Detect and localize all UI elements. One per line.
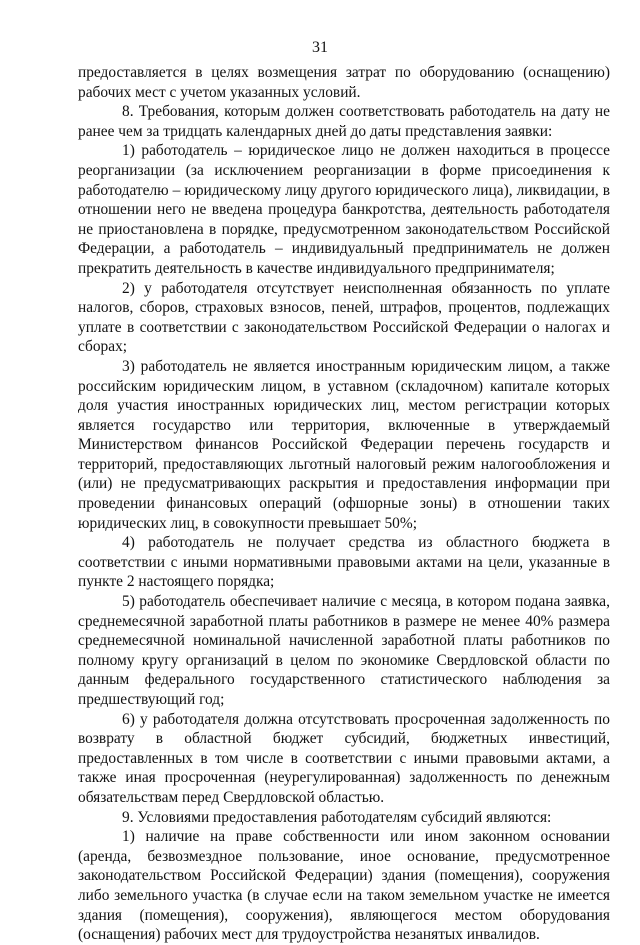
paragraph-continuation: предоставляется в целях возмещения затрат по оборудованию (оснащению) рабочих мест с учетом указанных условий. <box>78 64 610 101</box>
paragraph-section-8-item-5: 5) работодатель обеспечивает наличие с месяца, в котором подана заявка, среднемесячной заработной платы работников в размере не менее 40% размера среднемесячной номинальной начисленной заработной платы работников по полному кругу организаций в целом по экономике Свердловской области по данным федерального государственного статистического наблюдения за предшествующий год; <box>78 593 610 708</box>
paragraph-section-8: 8. Требования, которым должен соответствовать работодатель на дату не ранее чем за тридцать календарных дней до даты представления заявки: <box>78 103 610 140</box>
page-number: 31 <box>312 39 328 56</box>
paragraph-section-9-item-1: 1) наличие на праве собственности или ином законном основании (аренда, безвозмездное пользование, иное основание, предусмотренное законодательством Российской Федерации) здания (помещения), сооружения либо земельного участка (в случае если на таком земельном участке не имеется здания (помещения), сооружения), являющегося местом оборудования (оснащения) рабочих мест для трудоустройства незанятых инвалидов. <box>78 828 610 944</box>
paragraph-section-9: 9. Условиями предоставления работодателям субсидий являются: <box>122 808 552 826</box>
paragraph-section-8-item-1: 1) работодатель – юридическое лицо не должен находиться в процессе реорганизации (за исключением реорганизации в форме присоединения к работодателю – юридическому лицу другого юридического лица), ликвидации, в отношении него не введена процедура банкротства, деятельность работодателя не приостановлена в порядке, предусмотренном законодательством Российской Федерации, а работодатель – индивидуальный предприниматель не должен прекратить деятельность в качестве индивидуального предпринимателя; <box>78 142 610 277</box>
paragraph-section-8-item-3: 3) работодатель не является иностранным юридическим лицом, а также российским юридическим лицом, в уставном (складочном) капитале которых доля участия иностранных юридических лиц, местом регистрации которых является государство или территория, включенные в утверждаемый Министерством финансов Российской Федерации перечень государств и территорий, предоставляющих льготный налоговый режим налогообложения и (или) не предусматривающих раскрытия и предоставления информации при проведении финансовых операций (офшорные зоны) в отношении таких юридических лиц, в совокупности превышает 50%; <box>78 357 610 532</box>
paragraph-section-8-item-4: 4) работодатель не получает средства из областного бюджета в соответствии с иными нормативными правовыми актами на цели, указанные в пункте 2 настоящего порядка; <box>78 534 610 591</box>
paragraph-section-8-item-2: 2) у работодателя отсутствует неисполненная обязанность по уплате налогов, сборов, страховых взносов, пеней, штрафов, процентов, подлежащих уплате в соответствии с законодательством Российской Федерации о налогах и сборах; <box>78 279 610 356</box>
document-body <box>78 63 610 945</box>
paragraph-section-8-item-6: 6) у работодателя должна отсутствовать просроченная задолженность по возврату в областной бюджет субсидий, бюджетных инвестиций, предоставленных в том числе в соответствии с иными правовыми актами, а также иная просроченная (неурегулированная) задолженность по денежным обязательствам перед Свердловской областью. <box>78 710 610 806</box>
